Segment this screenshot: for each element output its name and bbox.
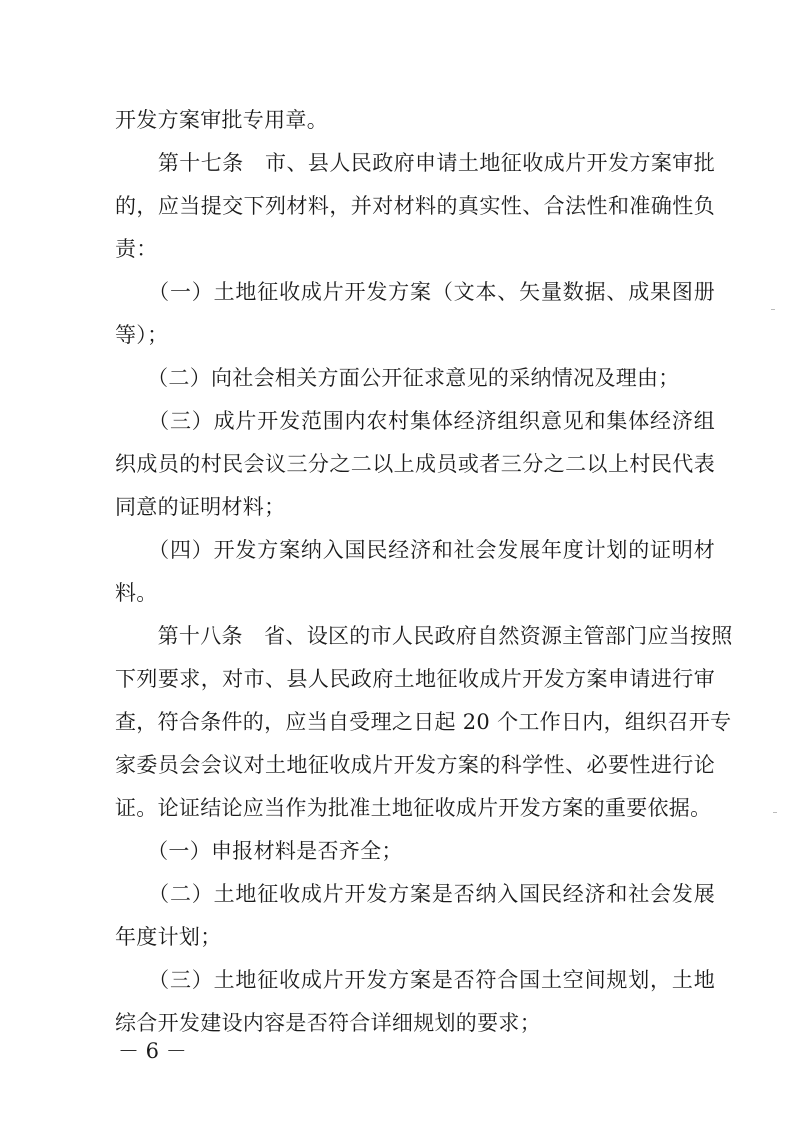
page-number: － 6 － [118,1039,187,1063]
text-line: 年度计划； [115,925,222,949]
text-line: （三）土地征收成片开发方案是否符合国土空间规划，土地 [115,968,715,992]
text-line: （二）土地征收成片开发方案是否纳入国民经济和社会发展 [115,882,715,906]
text-line: 织成员的村民会议三分之二以上成员或者三分之二以上村民代表 [115,452,715,476]
text-line: 家委员会会议对土地征收成片开发方案的科学性、必要性进行论 [115,753,715,777]
text-line: （四）开发方案纳入国民经济和社会发展年度计划的证明材 [115,538,715,562]
text-line: 下列要求，对市、县人民政府土地征收成片开发方案申请进行审 [115,667,715,691]
text-line: （二）向社会相关方面公开征求意见的采纳情况及理由； [115,366,680,390]
scan-speck [771,309,775,310]
scan-speck [773,812,777,813]
text-line: 同意的证明材料； [115,495,286,519]
text-line: 等）； [115,323,169,347]
text-line: 第十七条 市、县人民政府申请土地征收成片开发方案审批 [115,151,715,175]
text-line: 第十八条 省、设区的市人民政府自然资源主管部门应当按照 [115,624,733,648]
text-line: 开发方案审批专用章。 [115,108,328,132]
text-line: 责： [115,237,158,261]
text-line: 查，符合条件的，应当自受理之日起 20 个工作日内，组织召开专 [115,710,732,734]
text-line: 料。 [115,581,158,605]
text-line: （一）申报材料是否齐全； [115,839,403,863]
text-line: （一）土地征收成片开发方案（文本、矢量数据、成果图册 [115,280,715,304]
text-line: （三）成片开发范围内农村集体经济组织意见和集体经济组 [115,409,715,433]
text-line: 综合开发建设内容是否符合详细规划的要求； [115,1011,541,1035]
text-line: 证。论证结论应当作为批准土地征收成片开发方案的重要依据。 [115,796,712,820]
text-line: 的，应当提交下列材料，并对材料的真实性、合法性和准确性负 [115,194,715,218]
